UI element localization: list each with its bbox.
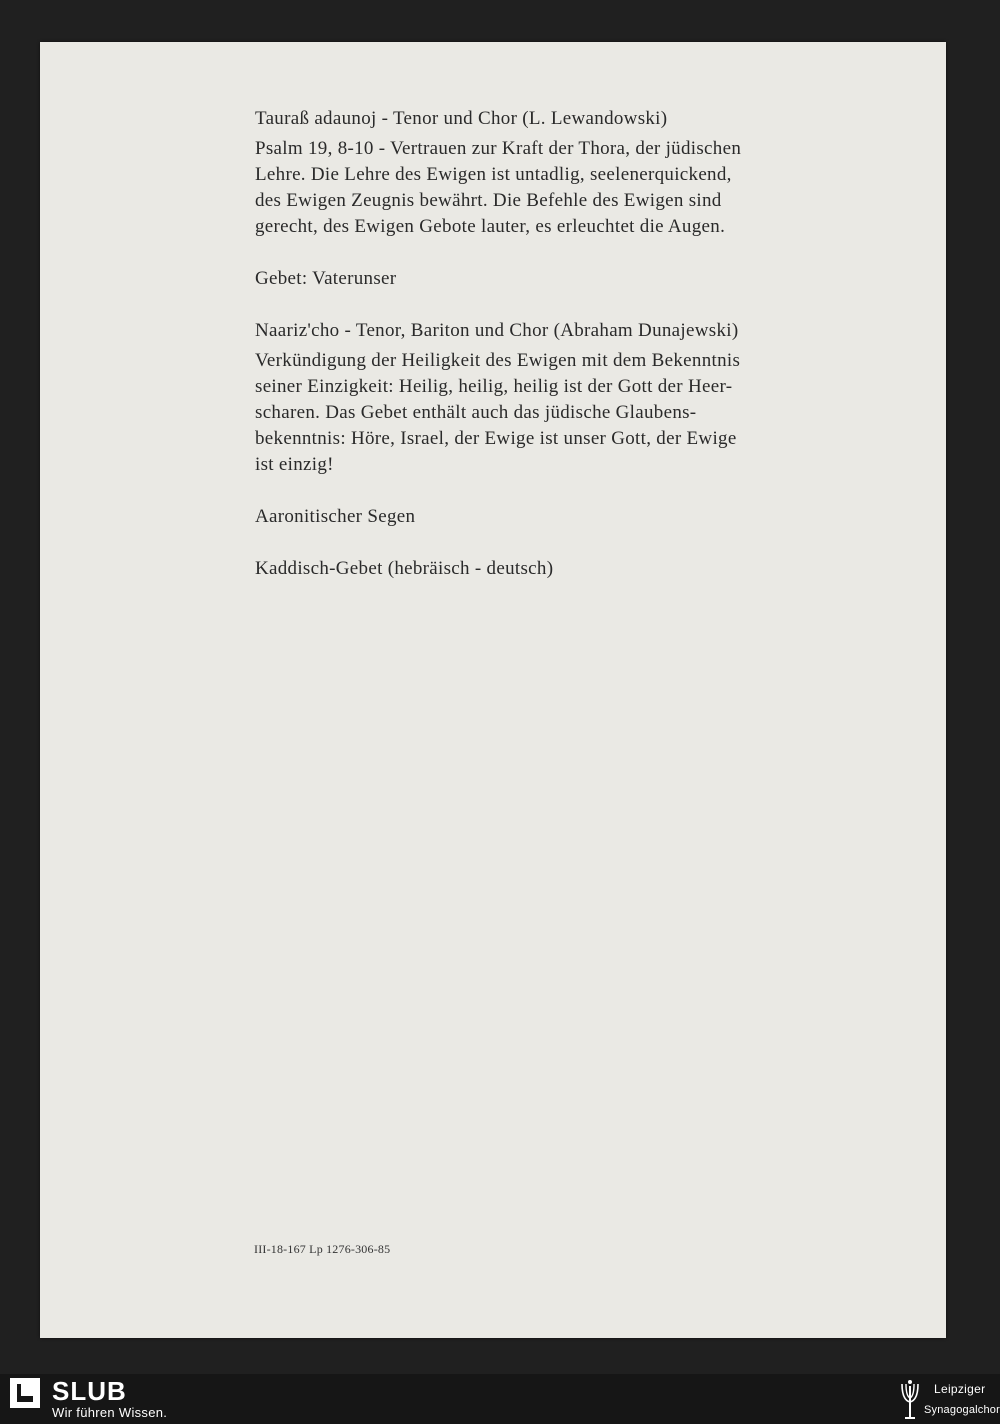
slub-name: SLUB xyxy=(52,1376,127,1406)
program-item-title: Kaddisch-Gebet (hebräisch - deutsch) xyxy=(255,558,554,579)
slub-logo-icon xyxy=(10,1378,40,1408)
description-line: bekenntnis: Höre, Israel, der Ewige ist unser Gott, der Ewige xyxy=(255,428,737,449)
description-line: Psalm 19, 8-10 - Vertrauen zur Kraft der Thora, der jüdischen xyxy=(255,138,742,159)
choir-name-line1: Leipziger xyxy=(934,1382,986,1396)
program-item-description xyxy=(255,348,835,478)
choir-name-line2: Synagogalchor xyxy=(924,1404,1000,1416)
description-line: des Ewigen Zeugnis bewährt. Die Befehle des Ewigen sind xyxy=(255,190,722,211)
program-item-description xyxy=(255,136,835,240)
description-line: Verkündigung der Heiligkeit des Ewigen mit dem Bekenntnis xyxy=(255,350,741,371)
program-item xyxy=(255,502,835,532)
description-line: ist einzig! xyxy=(255,454,334,475)
slub-tagline: Wir führen Wissen. xyxy=(52,1405,168,1420)
program-item-title: Naariz'cho - Tenor, Bariton und Chor (Abraham Dunajewski) xyxy=(255,320,739,341)
description-line: scharen. Das Gebet enthält auch das jüdische Glaubens- xyxy=(255,402,697,423)
description-line: gerecht, des Ewigen Gebote lauter, es erleuchtet die Augen. xyxy=(255,216,726,237)
print-code: III-18-167 Lp 1276-306-85 xyxy=(254,1242,391,1256)
library-footer-bar xyxy=(0,1374,1000,1424)
program-item xyxy=(255,554,835,584)
menorah-icon xyxy=(898,1378,922,1420)
description-line: Lehre. Die Lehre des Ewigen ist untadlig, seelenerquickend, xyxy=(255,164,732,185)
program-item-title: Tauraß adaunoj - Tenor und Chor (L. Lewandowski) xyxy=(255,108,668,129)
program-item-title: Gebet: Vaterunser xyxy=(255,268,397,289)
program-item xyxy=(255,316,835,478)
program-item xyxy=(255,264,835,294)
program-item xyxy=(255,104,835,240)
document-content xyxy=(255,104,835,608)
description-line: seiner Einzigkeit: Heilig, heilig, heilig ist der Gott der Heer- xyxy=(255,376,733,397)
program-item-title: Aaronitischer Segen xyxy=(255,506,416,527)
